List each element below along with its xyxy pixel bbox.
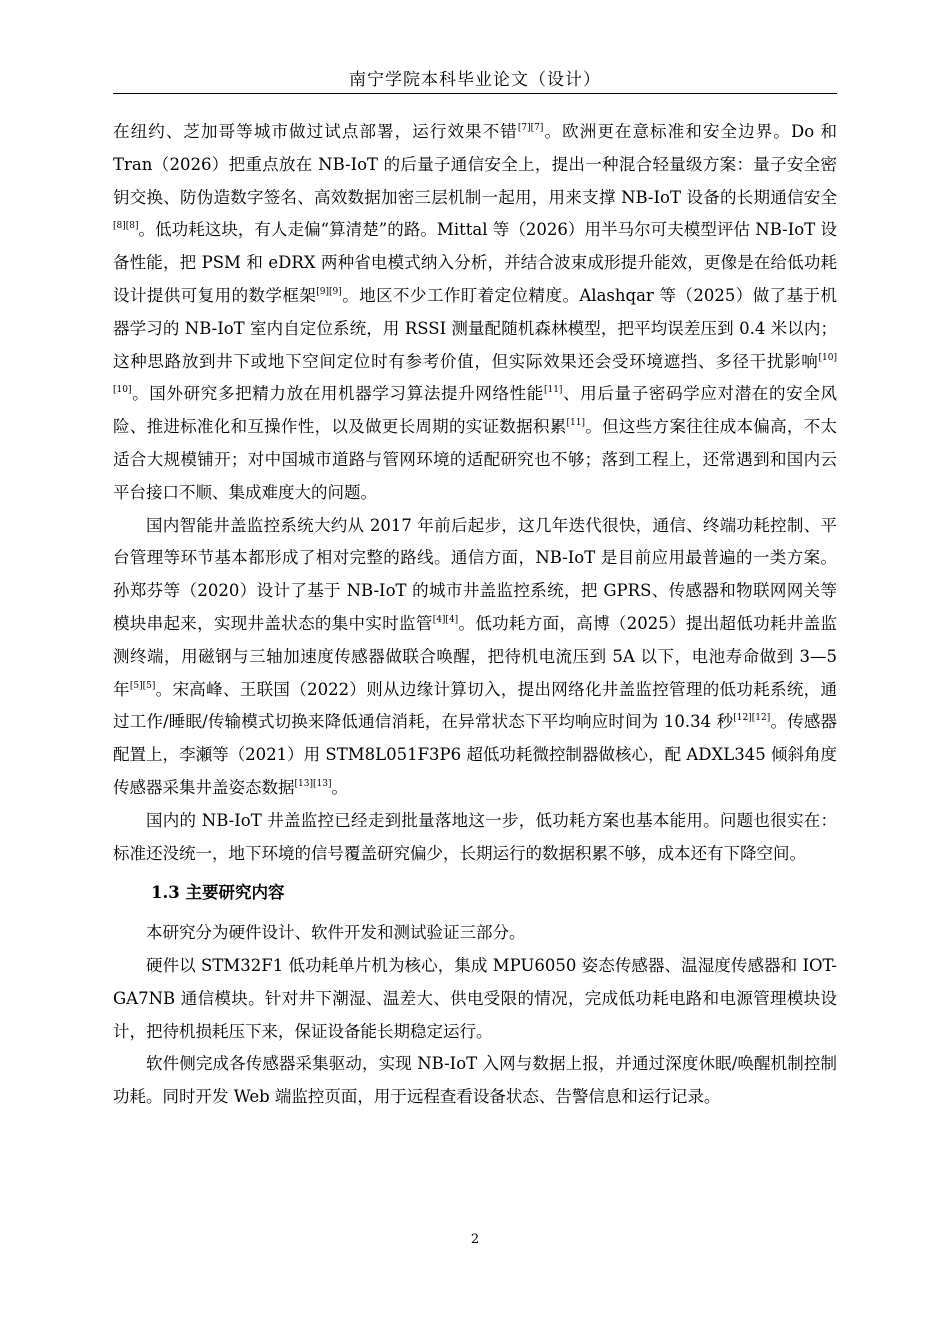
citation: [10][10]: [113, 352, 837, 396]
citation: [12][12]: [733, 713, 771, 724]
citation: [11]: [566, 418, 586, 429]
citation: [11]: [543, 385, 563, 396]
text-run: 、用后量子密码学应对潜在的安全风险、推进标准化和互操作性，以及做更长周期的实证数据积累: [113, 384, 838, 437]
text-run: 。欧洲更在意标准和安全边界。Do 和 Tran（2026）把重点放在 NB-IoT 的后量子通信安全上，提出一种混合轻量级方案：量子安全密钥交换、防伪造数字签名、高效数据加密三层机制一起用，用来支撑 NB-IoT 设备的长期通信安全: [113, 122, 837, 207]
body-text: [113, 116, 837, 1114]
text-run: 在纽约、芝加哥等城市做过试点部署，运行效果不错: [113, 122, 518, 141]
text-run: 。低功耗方面，高博（2025）提出超低功耗井盖监测终端，用磁钢与三轴加速度传感器做联合唤醒，把待机电流压到 5A 以下，电池寿命做到 3—5 年: [113, 613, 838, 699]
paragraph-3: 国内的 NB-IoT 井盖监控已经走到批量落地这一步，低功耗方案也基本能用。问题也很实在：标准还没统一，地下环境的信号覆盖研究偏少，长期运行的数据积累不够，成本还有下降空间。: [113, 810, 837, 863]
citation: [5][5]: [129, 680, 156, 691]
citation: [9][9]: [316, 286, 342, 297]
citation: [7][7]: [517, 123, 544, 133]
header-rule: [113, 93, 837, 94]
citation: [4][4]: [432, 614, 459, 625]
section-heading: 1.3 主要研究内容: [151, 883, 285, 903]
text-run: 。传感器配置上，李瀬等（2021）用 STM8L051F3P6 超低功耗微控制器做核心，配 ADXL345 倾斜角度传感器采集井盖姿态数据: [113, 712, 837, 797]
paragraph-2: [113, 510, 837, 805]
running-header: 南宁学院本科毕业论文（设计）: [349, 70, 601, 90]
paragraph-5: 硬件以 STM32F1 低功耗单片机为核心，集成 MPU6050 姿态传感器、温湿度传感器和 IOT-GA7NB 通信模块。针对井下潮湿、温差大、供电受限的情况，完成低功耗电路和电源管理模块设计，把待机损耗压下来，保证设备能长期稳定运行。: [113, 955, 837, 1041]
page-number: 2: [470, 1232, 480, 1247]
paragraph-6: 软件侧完成各传感器采集驱动，实现 NB-IoT 入网与数据上报，并通过深度休眠/唤醒机制控制功耗。同时开发 Web 端监控页面，用于远程查看设备状态、告警信息和运行记录。: [113, 1054, 837, 1107]
text-run: 。宋高峰、王联国（2022）则从边缘计算切入，提出网络化井盖监控管理的低功耗系统，通过工作/睡眠/传输模式切换来降低通信消耗，在异常状态下平均响应时间为 10.34 秒: [113, 679, 837, 732]
text-run: 。地区不少工作盯着定位精度。Alashqar 等（2025）做了基于机器学习的 NB-IoT 室内自定位系统，用 RSSI 测量配随机森林模型，把平均误差压到 0.4 米以内；这种思路放到井下或地下空间定位时有参考价值，但实际效果还会受环境遮挡、多径干扰影响: [113, 285, 837, 371]
text-run: 国内智能井盖监控系统大约从 2017 年前后起步，这几年迭代很快，通信、终端功耗控制、平台管理等环节基本都形成了相对完整的路线。通信方面，NB-IoT 是目前应用最普遍的一类方案。孙郑芬等（2020）设计了基于 NB-IoT 的城市井盖监控系统，把 GPRS、传感器和物联网网关等模块串起来，实现井盖状态的集中实时监管: [113, 515, 837, 633]
paragraph-1: [113, 116, 837, 510]
text-run: 。: [331, 777, 348, 797]
paragraph-4: 本研究分为硬件设计、软件开发和测试验证三部分。: [146, 923, 526, 943]
text-run: 。但这些方案往往成本偏高，不太适合大规模铺开；对中国城市道路与管网环境的适配研究也不够；落到工程上，还常遇到和国内云平台接口不顺、集成难度大的问题。: [113, 417, 838, 502]
text-run: 。国外研究多把精力放在用机器学习算法提升网络性能: [131, 384, 544, 404]
citation: [8][8]: [113, 221, 139, 232]
text-run: 。低功耗这块，有人走偏“算清楚”的路。Mittal 等（2026）用半马尔可夫模型评估 NB-IoT 设备性能，把 PSM 和 eDRX 两种省电模式纳入分析，并结合波束成形提升能效，更像是在给低功耗设计提供可复用的数学框架: [113, 220, 837, 305]
citation: [13][13]: [294, 778, 332, 789]
